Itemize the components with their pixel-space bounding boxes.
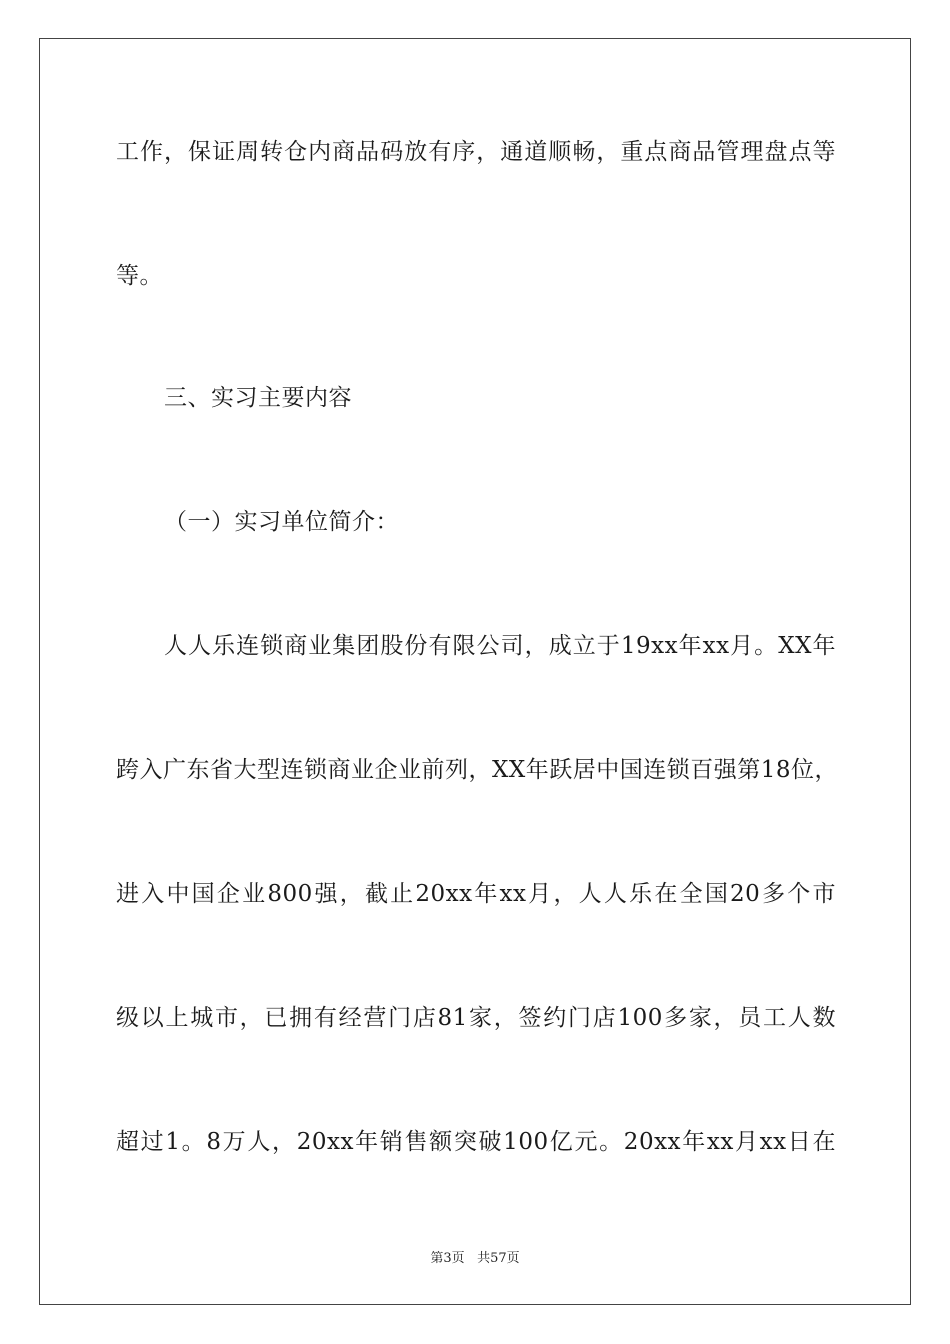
page-border bbox=[39, 38, 911, 1305]
section-heading: 三、实习主要内容 bbox=[164, 385, 352, 411]
body-line-9: 超过1。8万人，20xx年销售额突破100亿元。20xx年xx月xx日在 bbox=[116, 1129, 836, 1155]
body-line-2: 等。 bbox=[116, 263, 163, 289]
body-line-7: 进入中国企业800强，截止20xx年xx月，人人乐在全国20多个市 bbox=[116, 881, 836, 907]
body-line-5: 人人乐连锁商业集团股份有限公司，成立于19xx年xx月。XX年 bbox=[164, 633, 836, 659]
subsection-heading: （一）实习单位简介： bbox=[164, 509, 399, 535]
body-line-8: 级以上城市，已拥有经营门店81家，签约门店100多家，员工人数 bbox=[116, 1005, 836, 1031]
page-total: 共57页 bbox=[477, 1251, 520, 1266]
body-line-1: 工作，保证周转仓内商品码放有序，通道顺畅，重点商品管理盘点等 bbox=[116, 139, 836, 165]
body-line-6: 跨入广东省大型连锁商业企业前列，XX年跃居中国连锁百强第18位， bbox=[116, 757, 839, 783]
page-number: 第3页 bbox=[430, 1251, 465, 1266]
page-footer bbox=[0, 1247, 950, 1266]
